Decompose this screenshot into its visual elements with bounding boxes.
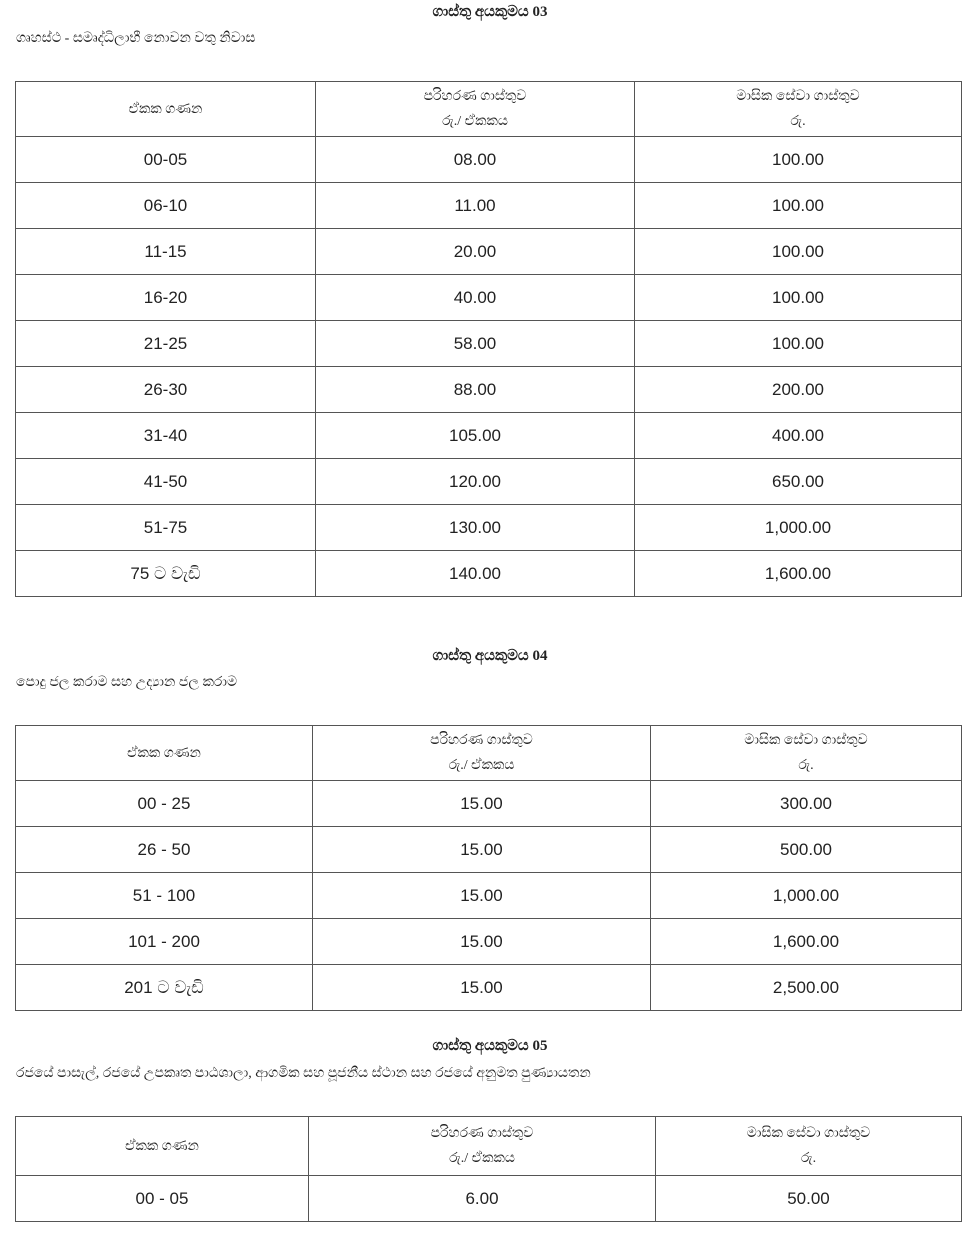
usage-cell: 120.00 bbox=[316, 459, 635, 505]
tariff-04-subtitle: පොදු ජල කරාම සහ උද්‍යාන ජල කරාම bbox=[16, 675, 238, 690]
units-cell: 00 - 25 bbox=[16, 781, 313, 827]
service-cell: 1,000.00 bbox=[635, 505, 962, 551]
usage-cell: 140.00 bbox=[316, 551, 635, 597]
units-cell: 31-40 bbox=[16, 413, 316, 459]
units-cell: 11-15 bbox=[16, 229, 316, 275]
usage-cell: 15.00 bbox=[313, 919, 651, 965]
table-row bbox=[16, 781, 962, 827]
units-cell: 26 - 50 bbox=[16, 827, 313, 873]
table-header-row bbox=[16, 726, 962, 781]
units-cell: 75 ට වැඩි bbox=[16, 551, 316, 597]
header-service-charge: මාසික සේවා ගාස්තුව රු. bbox=[656, 1117, 962, 1176]
tariff-05-title: ගාස්තු අයකුමය 05 bbox=[432, 1038, 548, 1054]
table-row bbox=[16, 919, 962, 965]
table-header-row bbox=[16, 82, 962, 137]
table-row bbox=[16, 551, 962, 597]
usage-cell: 40.00 bbox=[316, 275, 635, 321]
table-header-row bbox=[16, 1117, 962, 1176]
service-cell: 1,000.00 bbox=[651, 873, 962, 919]
service-cell: 300.00 bbox=[651, 781, 962, 827]
header-usage-charge: පරිහරණ ගාස්තුව රු./ ඒකකය bbox=[313, 726, 651, 781]
service-cell: 100.00 bbox=[635, 275, 962, 321]
service-cell: 50.00 bbox=[656, 1176, 962, 1222]
units-cell: 21-25 bbox=[16, 321, 316, 367]
usage-cell: 88.00 bbox=[316, 367, 635, 413]
tariff-03-title: ගාස්තු අයකුමය 03 bbox=[432, 4, 548, 20]
usage-cell: 20.00 bbox=[316, 229, 635, 275]
table-row bbox=[16, 183, 962, 229]
service-cell: 200.00 bbox=[635, 367, 962, 413]
table-row bbox=[16, 505, 962, 551]
usage-cell: 08.00 bbox=[316, 137, 635, 183]
header-units: ඒකක ගණන bbox=[16, 82, 316, 137]
usage-cell: 11.00 bbox=[316, 183, 635, 229]
tariff-05-table bbox=[15, 1116, 962, 1222]
units-cell: 00 - 05 bbox=[16, 1176, 309, 1222]
service-cell: 100.00 bbox=[635, 229, 962, 275]
usage-cell: 15.00 bbox=[313, 781, 651, 827]
units-cell: 00-05 bbox=[16, 137, 316, 183]
units-cell: 101 - 200 bbox=[16, 919, 313, 965]
header-service-charge: මාසික සේවා ගාස්තුව රු. bbox=[651, 726, 962, 781]
service-cell: 1,600.00 bbox=[651, 919, 962, 965]
service-cell: 500.00 bbox=[651, 827, 962, 873]
units-cell: 06-10 bbox=[16, 183, 316, 229]
header-usage-charge: පරිහරණ ගාස්තුව රු./ ඒකකය bbox=[309, 1117, 656, 1176]
table-row bbox=[16, 459, 962, 505]
table-row bbox=[16, 413, 962, 459]
units-cell: 201 ට වැඩි bbox=[16, 965, 313, 1011]
table-row bbox=[16, 827, 962, 873]
service-cell: 2,500.00 bbox=[651, 965, 962, 1011]
usage-cell: 6.00 bbox=[309, 1176, 656, 1222]
header-units: ඒකක ගණන bbox=[16, 726, 313, 781]
tariff-04-table bbox=[15, 725, 962, 1011]
table-row bbox=[16, 275, 962, 321]
service-cell: 1,600.00 bbox=[635, 551, 962, 597]
table-row bbox=[16, 1176, 962, 1222]
tariff-03-subtitle: ගෘහස්ථ - සමෘද්ධිලාභී නොවන වතු නිවාස bbox=[16, 31, 256, 46]
table-row bbox=[16, 321, 962, 367]
tariff-03-table bbox=[15, 81, 962, 597]
service-cell: 100.00 bbox=[635, 183, 962, 229]
units-cell: 16-20 bbox=[16, 275, 316, 321]
service-cell: 100.00 bbox=[635, 137, 962, 183]
table-row bbox=[16, 873, 962, 919]
units-cell: 51 - 100 bbox=[16, 873, 313, 919]
units-cell: 51-75 bbox=[16, 505, 316, 551]
tariff-05-subtitle: රජයේ පාසැල්, රජයේ උපකෘත පාඨශාලා, ආගමික සහ පූජනීය ස්ථාන සහ රජයේ අනුමත පුණ්‍යායතන bbox=[16, 1066, 591, 1081]
service-cell: 650.00 bbox=[635, 459, 962, 505]
table-row bbox=[16, 965, 962, 1011]
usage-cell: 58.00 bbox=[316, 321, 635, 367]
usage-cell: 105.00 bbox=[316, 413, 635, 459]
usage-cell: 15.00 bbox=[313, 827, 651, 873]
usage-cell: 130.00 bbox=[316, 505, 635, 551]
service-cell: 400.00 bbox=[635, 413, 962, 459]
header-service-charge: මාසික සේවා ගාස්තුව රු. bbox=[635, 82, 962, 137]
header-usage-charge: පරිහරණ ගාස්තුව රු./ ඒකකය bbox=[316, 82, 635, 137]
usage-cell: 15.00 bbox=[313, 965, 651, 1011]
table-row bbox=[16, 367, 962, 413]
table-row bbox=[16, 229, 962, 275]
usage-cell: 15.00 bbox=[313, 873, 651, 919]
header-units: ඒකක ගණන bbox=[16, 1117, 309, 1176]
tariff-04-title: ගාස්තු අයකුමය 04 bbox=[432, 648, 548, 664]
units-cell: 26-30 bbox=[16, 367, 316, 413]
table-row bbox=[16, 137, 962, 183]
service-cell: 100.00 bbox=[635, 321, 962, 367]
units-cell: 41-50 bbox=[16, 459, 316, 505]
